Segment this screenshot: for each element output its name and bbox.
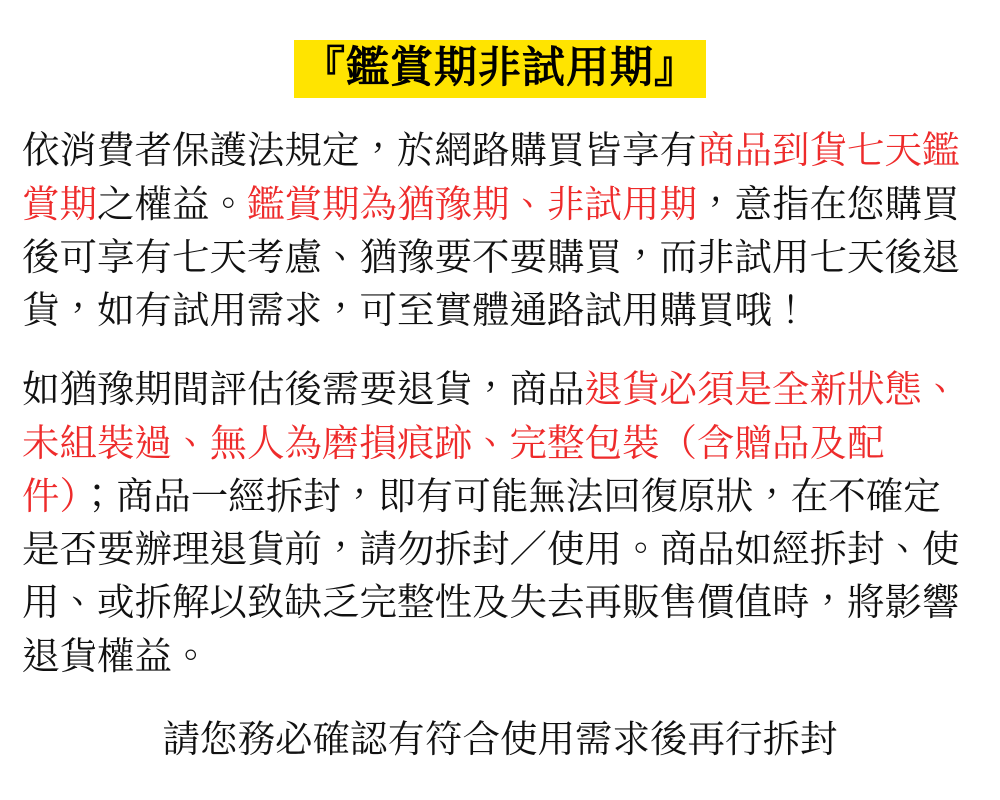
paragraph1-segment-3: ，意指在您購買後可享有七天考慮、猶豫要不要購買，而非試用七天後退貨，如有試用需求，可至實體通路試用購買哦！ — [22, 181, 960, 333]
footer-note: 請您務必確認有符合使用需求後再行拆封 — [162, 716, 838, 761]
paragraph2-segment-2: ；商品一經拆封，即有可能無法回復原狀，在不確定是否要辦理退貨前，請勿拆封／使用。商品如經拆封、使用、或拆解以致缺乏完整性及失去再販售價值時，將影響退貨權益。 — [22, 473, 960, 678]
paragraph2-segment-1: 如猶豫期間評估後需要退貨，商品 — [22, 367, 585, 412]
paragraph-return-conditions — [22, 363, 978, 683]
paragraph2-highlight-1: 退貨必須是全新狀態、未組裝過、無人為磨損痕跡、完整包裝（含贈品及配件） — [22, 367, 960, 518]
paragraph1-highlight-1: 商品到貨七天鑑賞期 — [22, 128, 960, 226]
paragraph-return-period — [22, 124, 978, 337]
title-row — [22, 40, 978, 98]
paragraph1-segment-1: 依消費者保護法規定，於網路購買皆享有 — [22, 128, 697, 173]
paragraph1-segment-2: 之權益。 — [97, 181, 247, 226]
page-title: 『鑑賞期非試用期』 — [294, 40, 706, 98]
paragraph1-highlight-2: 鑑賞期為猶豫期、非試用期 — [247, 181, 697, 226]
